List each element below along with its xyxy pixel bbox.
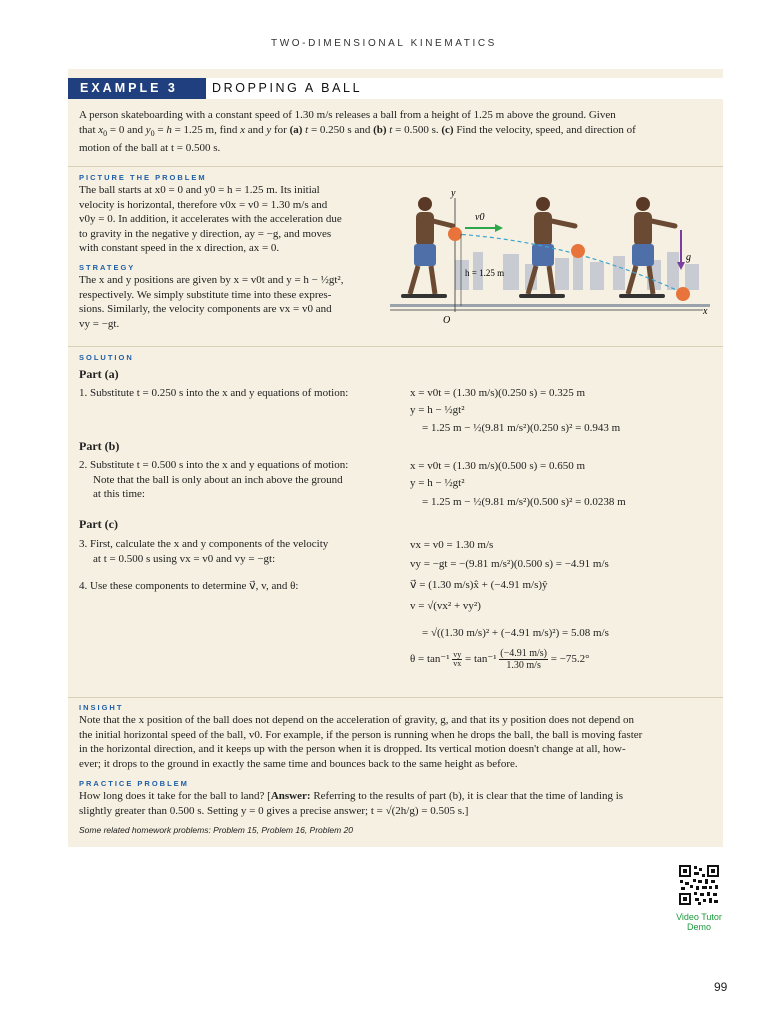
part-b-equations	[410, 459, 720, 509]
numerator: (−4.91 m/s)	[500, 648, 548, 659]
equation: x = v0t = (1.30 m/s)(0.500 s) = 0.650 m	[410, 460, 586, 472]
x-axis-label: x	[703, 306, 708, 317]
part-a-equations	[410, 386, 720, 436]
part-b-step	[79, 458, 348, 502]
equation: = 1.25 m − ½(9.81 m/s²)(0.500 s)² = 0.0238 m	[422, 496, 626, 508]
equation: x = v0t = (1.30 m/s)(0.250 s) = 0.325 m	[410, 387, 586, 399]
fraction	[452, 651, 462, 668]
qr-caption-line: Demo	[686, 922, 711, 932]
divider	[68, 166, 723, 167]
picture-text	[79, 183, 375, 256]
strategy-line: vy = −gt.	[79, 317, 120, 330]
ball-start	[448, 227, 462, 241]
example-title: DROPPING A BALL	[206, 78, 723, 99]
ground	[390, 304, 710, 307]
picture-line: The ball starts at x0 = 0 and y0 = h = 1.25 m. Its initial	[79, 184, 320, 196]
strategy-line: The x and y positions are given by x = v0t and y = h − ½gt²,	[79, 274, 344, 286]
part-b-title: Part (b)	[79, 439, 120, 453]
insight-text	[79, 713, 719, 771]
running-head: TWO-DIMENSIONAL KINEMATICS	[271, 38, 497, 49]
intro-line-2: that $x_0 = 0$ and $y_0 = h = 1.25$ m, find x and y for (a) t = 0.250 s and (b) t = 0.500 s. (c) Find the velocity, speed, and direction of	[79, 123, 636, 138]
intro-paragraph	[79, 108, 719, 156]
picture-line: with constant speed in the x direction, ax = 0.	[79, 242, 280, 254]
intro-line-1: A person skateboarding with a constant speed of 1.30 m/s releases a ball from a height of 1.25 m above the ground. Given	[79, 109, 616, 121]
solution-heading: SOLUTION	[79, 353, 134, 362]
divider	[68, 346, 723, 347]
skateboarder-figure	[385, 182, 715, 327]
v0-arrowhead	[495, 224, 503, 232]
y-axis-label: y	[451, 188, 456, 199]
insight-line: in the horizontal direction, and it keeps up with the person when it is dropped. Its vertical motion doesn't change at all, how-	[79, 743, 626, 755]
equation: vy = −gt = −(9.81 m/s²)(0.500 s) = −4.91 m/s	[410, 558, 609, 570]
equation: v⃗ = (1.30 m/s)x̂ + (−4.91 m/s)ŷ	[410, 579, 548, 591]
denominator: vx	[453, 659, 462, 668]
example-label: EXAMPLE 3	[68, 78, 206, 99]
qr-code-icon[interactable]	[678, 864, 720, 906]
denominator: 1.30 m/s	[506, 660, 541, 671]
equation-part: = −75.2°	[550, 653, 590, 666]
v0-label: v0	[475, 212, 485, 223]
picture-line: velocity is horizontal, therefore v0x = v0 = 1.30 m/s and	[79, 198, 328, 211]
insight-line: the initial horizontal speed of the ball, v0. For example, if the person is running when he drops the ball, the ball is moving faster	[79, 728, 643, 741]
part-a-step: 1. Substitute t = 0.250 s into the x and y equations of motion:	[79, 387, 349, 399]
origin-label: O	[443, 315, 451, 326]
part-a-title: Part (a)	[79, 367, 119, 381]
strategy-line: sions. Similarly, the velocity components are vx = v0 and	[79, 303, 332, 315]
theta-equation	[410, 648, 590, 671]
insight-line: Note that the x position of the ball does not depend on the acceleration of gravity, g, and that its y position does not depend on	[79, 714, 634, 726]
strategy-heading: STRATEGY	[79, 263, 136, 272]
g-label: g	[686, 252, 691, 263]
insight-line: ever; it drops to the ground in exactly the same time and bounces back to the same height as before.	[79, 757, 518, 770]
equation: = 1.25 m − ½(9.81 m/s²)(0.250 s)² = 0.943 m	[422, 422, 621, 434]
related-problems: Some related homework problems: Problem 15, Problem 16, Problem 20	[79, 825, 354, 835]
equation: y = h − ½gt²	[410, 477, 465, 489]
practice-heading: PRACTICE PROBLEM	[79, 779, 189, 788]
intro-line-3: motion of the ball at t = 0.500 s.	[79, 142, 221, 155]
equation: = √((1.30 m/s)² + (−4.91 m/s)²) = 5.08 m/s	[422, 627, 609, 639]
equation-part: = tan⁻¹	[465, 653, 497, 666]
step-line: 3. First, calculate the x and y components of the velocity	[79, 538, 329, 550]
divider	[68, 697, 723, 698]
step-line: at this time:	[93, 488, 145, 500]
equation: vx = v0 = 1.30 m/s	[410, 539, 494, 551]
step-line: Note that the ball is only about an inch above the ground	[93, 473, 343, 486]
picture-heading: PICTURE THE PROBLEM	[79, 173, 207, 182]
h-label: h = 1.25 m	[465, 268, 505, 278]
ball-end	[676, 287, 690, 301]
fraction	[499, 648, 548, 671]
step-line: at t = 0.500 s using vx = v0 and vy = −gt:	[93, 552, 276, 565]
strategy-line: respectively. We simply substitute time into these expres-	[79, 288, 332, 301]
skater-1	[401, 197, 453, 298]
part-c-title: Part (c)	[79, 517, 118, 531]
part-c-step-4: 4. Use these components to determine v⃗, v, and θ:	[79, 580, 299, 592]
part-c-step-3	[79, 537, 328, 566]
strategy-text	[79, 273, 375, 331]
equation-part: θ = tan⁻¹	[410, 653, 450, 666]
step-line: 2. Substitute t = 0.500 s into the x and y equations of motion:	[79, 459, 349, 471]
qr-caption-line: Video Tutor	[676, 912, 722, 922]
part-c-equations	[410, 538, 720, 686]
insight-heading: INSIGHT	[79, 703, 124, 712]
numerator: vy	[453, 650, 462, 659]
equation: v = √(vx² + vy²)	[410, 600, 481, 612]
practice-line: How long does it take for the ball to land? [Answer: Referring to the results of part (b), it is clear that the time of landing is	[79, 790, 624, 802]
picture-line: to gravity in the negative y direction, ay = −g, and moves	[79, 227, 332, 240]
practice-line: slightly greater than 0.500 s. Setting y = 0 gives a precise answer; t = √(2h/g) = 0.505 s.]	[79, 804, 469, 817]
equation: y = h − ½gt²	[410, 404, 465, 416]
page-number: 99	[714, 980, 728, 994]
video-tutor-link[interactable]	[664, 912, 734, 932]
ball-mid	[571, 244, 585, 258]
picture-line: v0y = 0. In addition, it accelerates with the acceleration due	[79, 213, 342, 225]
practice-text	[79, 789, 719, 818]
